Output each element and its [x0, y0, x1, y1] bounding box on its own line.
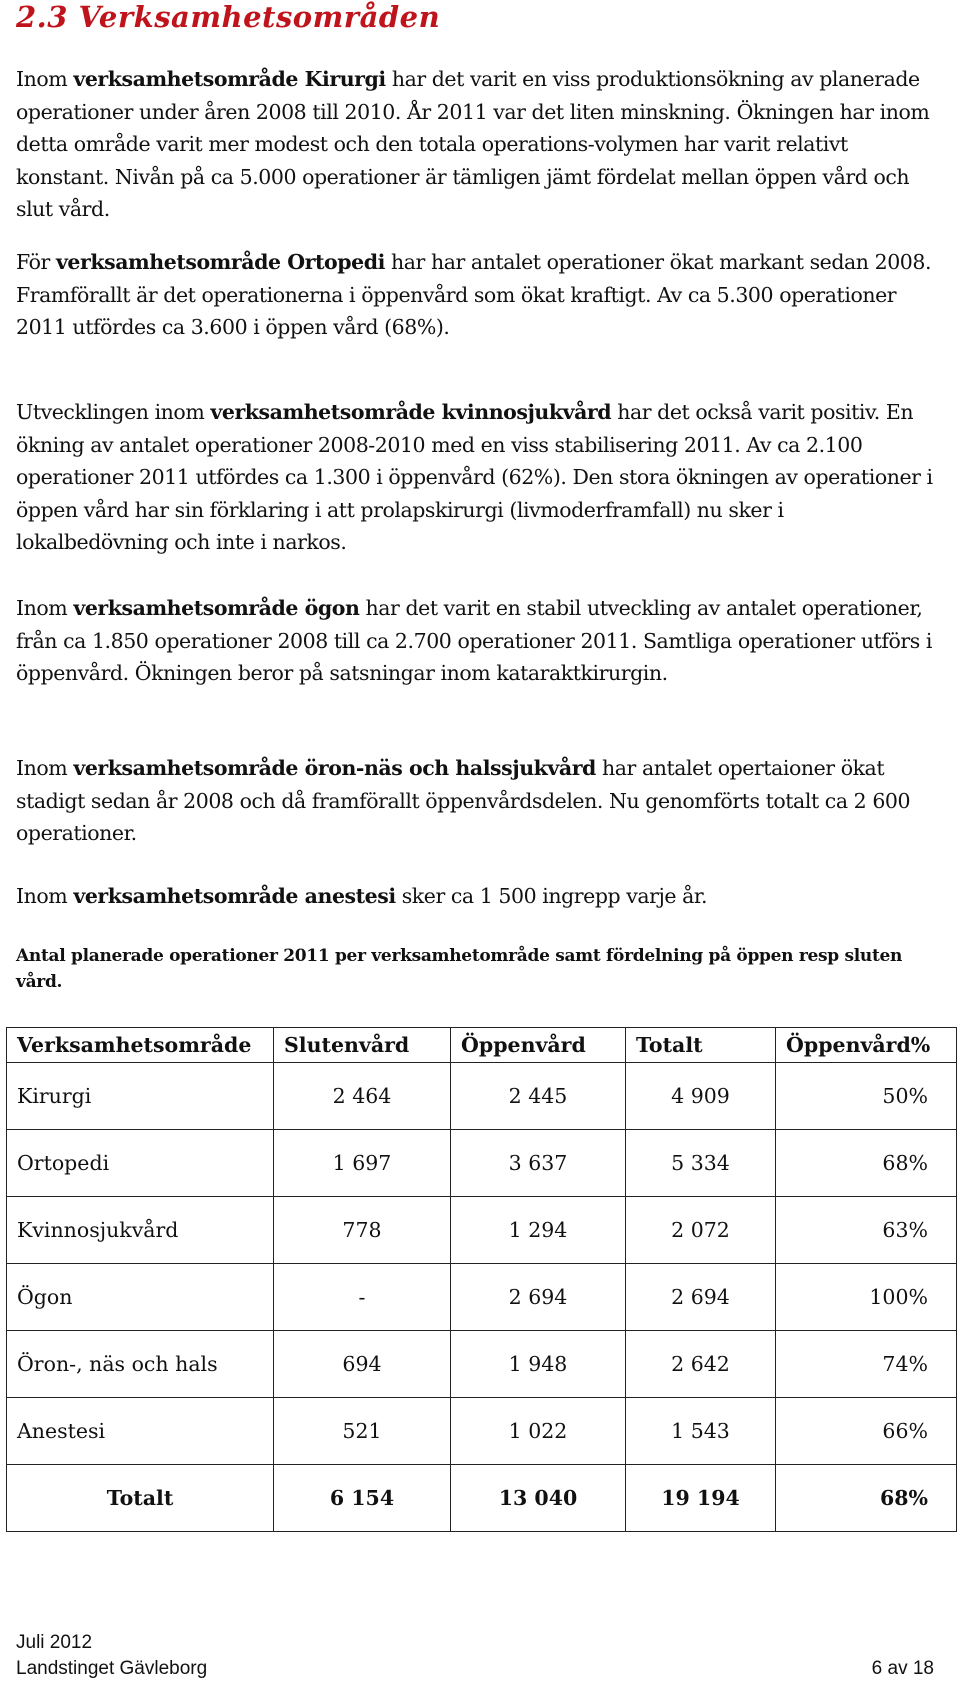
- text: har det också varit positiv. En ökning av antalet operationer 2008-2010 med en viss stabilisering 2011. Av ca 2.100 operationer 2011 utfördes ca 1.300 i öppenvård (62%). Den stora ökningen av operationer i öppen vård har sin förklaring i att prolapskirurgi (livmoderframfall) nu sker i lokalbedövning och inte i narkos.: [16, 400, 933, 554]
- table-cell: Kvinnosjukvård: [7, 1197, 274, 1264]
- table-cell: 2 464: [274, 1063, 451, 1130]
- table-row: [7, 1130, 957, 1197]
- table-cell: Ögon: [7, 1264, 274, 1331]
- table-cell: 5 334: [626, 1130, 776, 1197]
- table-caption: Antal planerade operationer 2011 per verksamhetområde samt fördelning på öppen resp sluten vård.: [16, 946, 903, 992]
- table-cell: 521: [274, 1398, 451, 1465]
- column-header: Totalt: [626, 1028, 776, 1063]
- table-cell: 1 294: [451, 1197, 626, 1264]
- footer-organization: Landstinget Gävleborg: [16, 1658, 208, 1679]
- table-cell: Kirurgi: [7, 1063, 274, 1130]
- table-cell: 6 154: [274, 1465, 451, 1532]
- table-cell: 66%: [776, 1398, 957, 1465]
- table-cell: 2 694: [451, 1264, 626, 1331]
- column-header: Öppenvård%: [776, 1028, 957, 1063]
- table-cell: 1 697: [274, 1130, 451, 1197]
- text: har det varit en stabil utveckling av antalet operationer, från ca 1.850 operationer 2008 till ca 2.700 operationer 2011. Samtliga operationer utförs i öppenvård. Ökningen beror på satsningar inom kataraktkirurgin.: [16, 596, 932, 685]
- table-cell: Totalt: [7, 1465, 274, 1532]
- table-cell: 100%: [776, 1264, 957, 1331]
- text: har har antalet operationer ökat markant sedan 2008. Framförallt är det operationerna i öppenvård som ökat kraftigt. Av ca 5.300 operationer 2011 utfördes ca 3.600 i öppen vård (68%).: [16, 250, 932, 339]
- table-row: [7, 1197, 957, 1264]
- table-cell: 4 909: [626, 1063, 776, 1130]
- text: Inom: [16, 884, 74, 908]
- table-cell: Anestesi: [7, 1398, 274, 1465]
- table-row: [7, 1063, 957, 1130]
- text: Inom: [16, 756, 74, 780]
- table-cell: 1 022: [451, 1398, 626, 1465]
- paragraph-oron-nas-hals: [16, 752, 941, 850]
- table-cell: Öron-, näs och hals: [7, 1331, 274, 1398]
- table-total-row: [7, 1465, 957, 1532]
- paragraph-anestesi: [16, 880, 941, 913]
- table-cell: 74%: [776, 1331, 957, 1398]
- table-row: [7, 1264, 957, 1331]
- text: har det varit en viss produktionsökning av planerade operationer under åren 2008 till 2010. År 2011 var det liten minskning. Ökningen har inom detta område varit mer modest och den totala operations-volymen har varit relativt konstant. Nivån på ca 5.000 operationer är tämligen jämt fördelat mellan öppen vård och slut vård.: [16, 67, 930, 221]
- text: Inom: [16, 596, 74, 620]
- text: Inom: [16, 67, 74, 91]
- table-row: [7, 1331, 957, 1398]
- table-cell: 2 445: [451, 1063, 626, 1130]
- paragraph-kirurgi: [16, 63, 941, 226]
- footer-date: Juli 2012: [16, 1632, 93, 1653]
- text: sker ca 1 500 ingrepp varje år.: [395, 884, 708, 908]
- table-cell: 2 072: [626, 1197, 776, 1264]
- column-header: Slutenvård: [274, 1028, 451, 1063]
- table-cell: 694: [274, 1331, 451, 1398]
- paragraph-ogon: [16, 592, 941, 690]
- text: har antalet opertaioner ökat stadigt sedan år 2008 och då framförallt öppenvårdsdelen. Nu genomförts totalt ca 2 600 operationer.: [16, 756, 911, 845]
- table-cell: 1 948: [451, 1331, 626, 1398]
- operations-table: [6, 1027, 957, 1532]
- table-cell: 50%: [776, 1063, 957, 1130]
- table-cell: 3 637: [451, 1130, 626, 1197]
- text: För: [16, 250, 56, 274]
- bold-term: verksamhetsområde ögon: [73, 596, 360, 620]
- table-header-row: [7, 1028, 957, 1063]
- bold-term: verksamhetsområde Kirurgi: [73, 67, 386, 91]
- table-cell: 778: [274, 1197, 451, 1264]
- table-row: [7, 1398, 957, 1465]
- table-cell: 13 040: [451, 1465, 626, 1532]
- bold-term: verksamhetsområde kvinnosjukvård: [210, 400, 612, 424]
- section-heading: 2.3 Verksamhetsområden: [16, 0, 441, 34]
- table-cell: 2 642: [626, 1331, 776, 1398]
- bold-term: verksamhetsområde Ortopedi: [55, 250, 385, 274]
- table-cell: 2 694: [626, 1264, 776, 1331]
- column-header: Öppenvård: [451, 1028, 626, 1063]
- column-header: Verksamhetsområde: [7, 1028, 274, 1063]
- footer-page-number: 6 av 18: [871, 1658, 934, 1679]
- bold-term: verksamhetsområde anestesi: [73, 884, 396, 908]
- paragraph-ortopedi: [16, 246, 941, 344]
- table-cell: Ortopedi: [7, 1130, 274, 1197]
- table-cell: -: [274, 1264, 451, 1331]
- text: Utvecklingen inom: [16, 400, 211, 424]
- paragraph-kvinnosjukvard: [16, 396, 941, 559]
- table-cell: 68%: [776, 1130, 957, 1197]
- bold-term: verksamhetsområde öron-näs och halssjukvård: [73, 756, 596, 780]
- table-cell: 63%: [776, 1197, 957, 1264]
- table-cell: 68%: [776, 1465, 957, 1532]
- table-cell: 1 543: [626, 1398, 776, 1465]
- table-cell: 19 194: [626, 1465, 776, 1532]
